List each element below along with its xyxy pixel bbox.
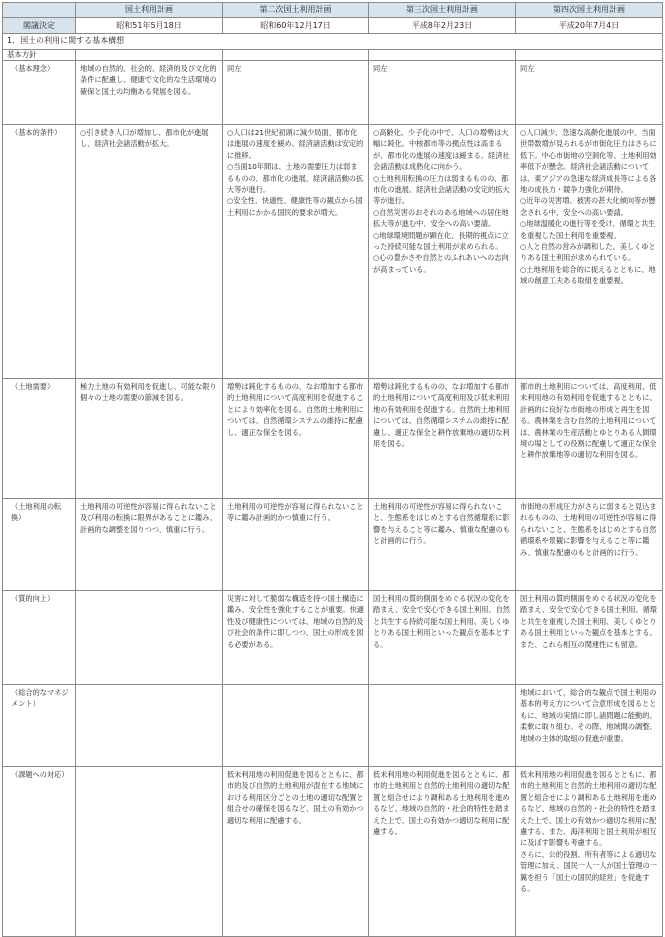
table-cell: 国土利用の質的側面をめぐる状況の変化を踏まえ、安全で安心できる国土利用、循環と共生を重視した国土利用、美しくゆとりある国土利用といった観点を基本とする。また、これら相互の関連性にも留意。 xyxy=(516,591,663,685)
table-cell: 低未利用地の利用促進を図るとともに、都市的土地利用と自然的土地利用の適切な配置と組合せにより調和ある土地利用を進めるなど、地域の自然的・社会的特性を踏まえた上で、国土の有効かつ適切な利用に配慮する。 xyxy=(369,767,516,937)
row-label: （課題への対応） xyxy=(3,767,76,937)
table-row xyxy=(3,685,663,767)
header-plan-date: 平成8年2月23日 xyxy=(369,18,516,34)
header-row-decision-dates xyxy=(3,18,663,34)
row-label: （基本的条件） xyxy=(3,125,76,379)
table-cell: ○人口減少、急速な高齢化進展の中、当面世帯数増が見られるが市街化圧力はさらに低下。中心市街地の空洞化等、土地利用効率低下が懸念。経済社会諸活動については、東アジアの急速な経済成長等による各地の成長力・競争力強化が期待。 ○近年の災害増、被害の甚大化傾向等が懸念される中、安全への高い要請。 ○地球温暖化の進行等を受け、循環と共生を重視した国土利用を重要視。 ○人と自然の営みが調和した、美しくゆとりある国土利用が求められている。 ○土地利用を総合的に捉えるとともに、地域の創意工夫ある取組を重要視。 xyxy=(516,125,663,379)
header-corner-cell xyxy=(3,3,76,18)
table-cell: 土地利用の可逆性が容易に得られないこと及び利用の転換に限界があることに鑑み、計画的な調整を図りつつ、慎重に行う。 xyxy=(76,499,223,591)
table-cell: 土地利用の可逆性が容易に得られないこと等に鑑み計画的かつ慎重に行う。 xyxy=(223,499,369,591)
table-cell xyxy=(369,685,516,767)
row-label: （土地需要） xyxy=(3,379,76,499)
header-plan-name: 第四次国土利用計画 xyxy=(516,3,663,18)
table-cell: 極力土地の有効利用を促進し、可能な限り個々の土地の需要の節減を図る。 xyxy=(76,379,223,499)
table-cell: 低未利用地の利用促進を図るとともに、都市的土地利用と自然的土地利用の適切な配置と組合せにより調和ある土地利用を進めるなど、地域の自然的・社会的特性を踏まえた上で、国土の有効かつ適切な利用に配慮する。また、海洋利用と国土利用が相互に及ぼす影響も考慮する。 さらに、公的役割、所有者等による適切な管理に加え、国民一人一人が国土管理の一翼を担う「国土の国民的経営」を促進する。 xyxy=(516,767,663,937)
header-plan-name: 国土利用計画 xyxy=(76,3,223,18)
table-row xyxy=(3,499,663,591)
table-cell: 低未利用地の利用促進を図るとともに、都市的及び自然的土地利用が混在する地域における利用区分ごとの土地の適切な配置と組合せの確保を図るなど、国土の有効かつ適切な利用に配慮する。 xyxy=(223,767,369,937)
table-cell: 同左 xyxy=(369,61,516,125)
plan-comparison-table xyxy=(2,2,663,937)
section-title: 1．国土の利用に関する基本構想 xyxy=(3,34,223,50)
header-plan-name: 第三次国土利用計画 xyxy=(369,3,516,18)
table-row xyxy=(3,125,663,379)
table-cell: 地域において、総合的な観点で国土利用の基本的考え方について合意形成を図るとともに、地域の実情に即し諸問題に能動的、柔軟に取り組む。その際、地域間の調整、地域の主体的取組の促進が重要。 xyxy=(516,685,663,767)
header-plan-date: 昭和60年12月17日 xyxy=(223,18,369,34)
table-cell: 同左 xyxy=(223,61,369,125)
table-cell: 国土利用の質的側面をめぐる状況の変化を踏まえ、安全で安心できる国土利用、自然と共生する持続可能な国土利用、美しくゆとりある国土利用といった観点を基本とする。 xyxy=(369,591,516,685)
row-label: （土地利用の転換） xyxy=(3,499,76,591)
table-cell: 市街地の形成圧力がさらに弱まると見込まれるものの、土地利用の可逆性が容易に得られないこと、生態系をはじめとする自然循環系や景観に影響を与えること等に鑑み、慎重な配慮のもと計画的に行う。 xyxy=(516,499,663,591)
section-heading-row xyxy=(3,34,663,50)
table-row xyxy=(3,767,663,937)
table-cell xyxy=(76,685,223,767)
header-plan-name: 第二次国土利用計画 xyxy=(223,3,369,18)
table-cell: 都市的土地利用については、高度利用、低未利用地の有効利用を促進するとともに、計画的に良好な市街地の形成と再生を図る。農林業を含む自然的土地利用については、農林業の生産活動とゆとりある人間環境の場としての役割に配慮して適正な保全と耕作放棄地等の適切な利用を図る。 xyxy=(516,379,663,499)
table-cell xyxy=(223,685,369,767)
table-cell: ○人口は21世紀初頭に減少局面、都市化は進展の速度を緩め、経済諸活動は安定的に推移。 ○当面10年間は、土地の需要圧力は弱まるものの、都市化の進展、経済諸活動の拡大等が進行。 ○安全性、快適性、健康性等の観点から国土利用にかかる国民的要求が増大。 xyxy=(223,125,369,379)
table-cell xyxy=(76,591,223,685)
table-cell: 増勢は鈍化するものの、なお増加する都市的土地利用について高度利用及び低未利用地の有効利用を促進する。自然的土地利用については、自然循環システムの維持に配慮し、適正な保全と耕作放棄地の適切な利用を図る。 xyxy=(369,379,516,499)
subsection-title: 基本方針 xyxy=(3,50,76,61)
table-cell: 増勢は鈍化するものの、なお増加する都市的土地利用について高度利用を促進することにより効率化を図る。自然的土地利用については、自然循環システムの維持に配慮し、適正な保全を図る。 xyxy=(223,379,369,499)
decision-label: 閣議決定 xyxy=(3,18,76,34)
subsection-heading-row xyxy=(3,50,663,61)
table-cell: ○引き続き人口が増加し、都市化が進展し、経済社会諸活動が拡大。 xyxy=(76,125,223,379)
table-cell: 地域の自然的、社会的、経済的及び文化的条件に配慮し、健康で文化的な生活環境の確保と国土の均衡ある発展を図る。 xyxy=(76,61,223,125)
row-label: （質的向上） xyxy=(3,591,76,685)
table-cell: 土地利用の可逆性が容易に得られないこと、生態系をはじめとする自然循環系に影響を与えること等に鑑み、慎重な配慮のもと計画的に行う。 xyxy=(369,499,516,591)
table-row xyxy=(3,379,663,499)
table-cell: ○高齢化、少子化の中で、人口の増勢は大幅に鈍化。中核都市等の拠点性は高まるが、都市化の進展の速度は緩まる。経済社会諸活動は成熟化に向かう。 ○土地利用転換の圧力は弱まるものの、都市化の進展、経済社会諸活動の安定的拡大等が進行。 ○自然災害のおそれのある地域への居住地拡大等が進む中、安全への高い要請。 ○地球環境問題が顕在化、長期的視点に立った持続可能な国土利用が求められる。 ○心の豊かさや自然とのふれあいへの志向が高まっている。 xyxy=(369,125,516,379)
table-row xyxy=(3,591,663,685)
row-label: （基本理念） xyxy=(3,61,76,125)
table-cell xyxy=(76,767,223,937)
header-row-plan-names xyxy=(3,3,663,18)
row-label: （総合的なマネジメント） xyxy=(3,685,76,767)
header-plan-date: 昭和51年5月18日 xyxy=(76,18,223,34)
table-cell: 災害に対して脆弱な構造を持つ国土構造に鑑み、安全性を強化することが重要。快適性及び健康性については、地域の自然的及び社会的条件に即しつつ、国土の形成を図る必要がある。 xyxy=(223,591,369,685)
header-plan-date: 平成20年7月4日 xyxy=(516,18,663,34)
table-row xyxy=(3,61,663,125)
table-cell: 同左 xyxy=(516,61,663,125)
